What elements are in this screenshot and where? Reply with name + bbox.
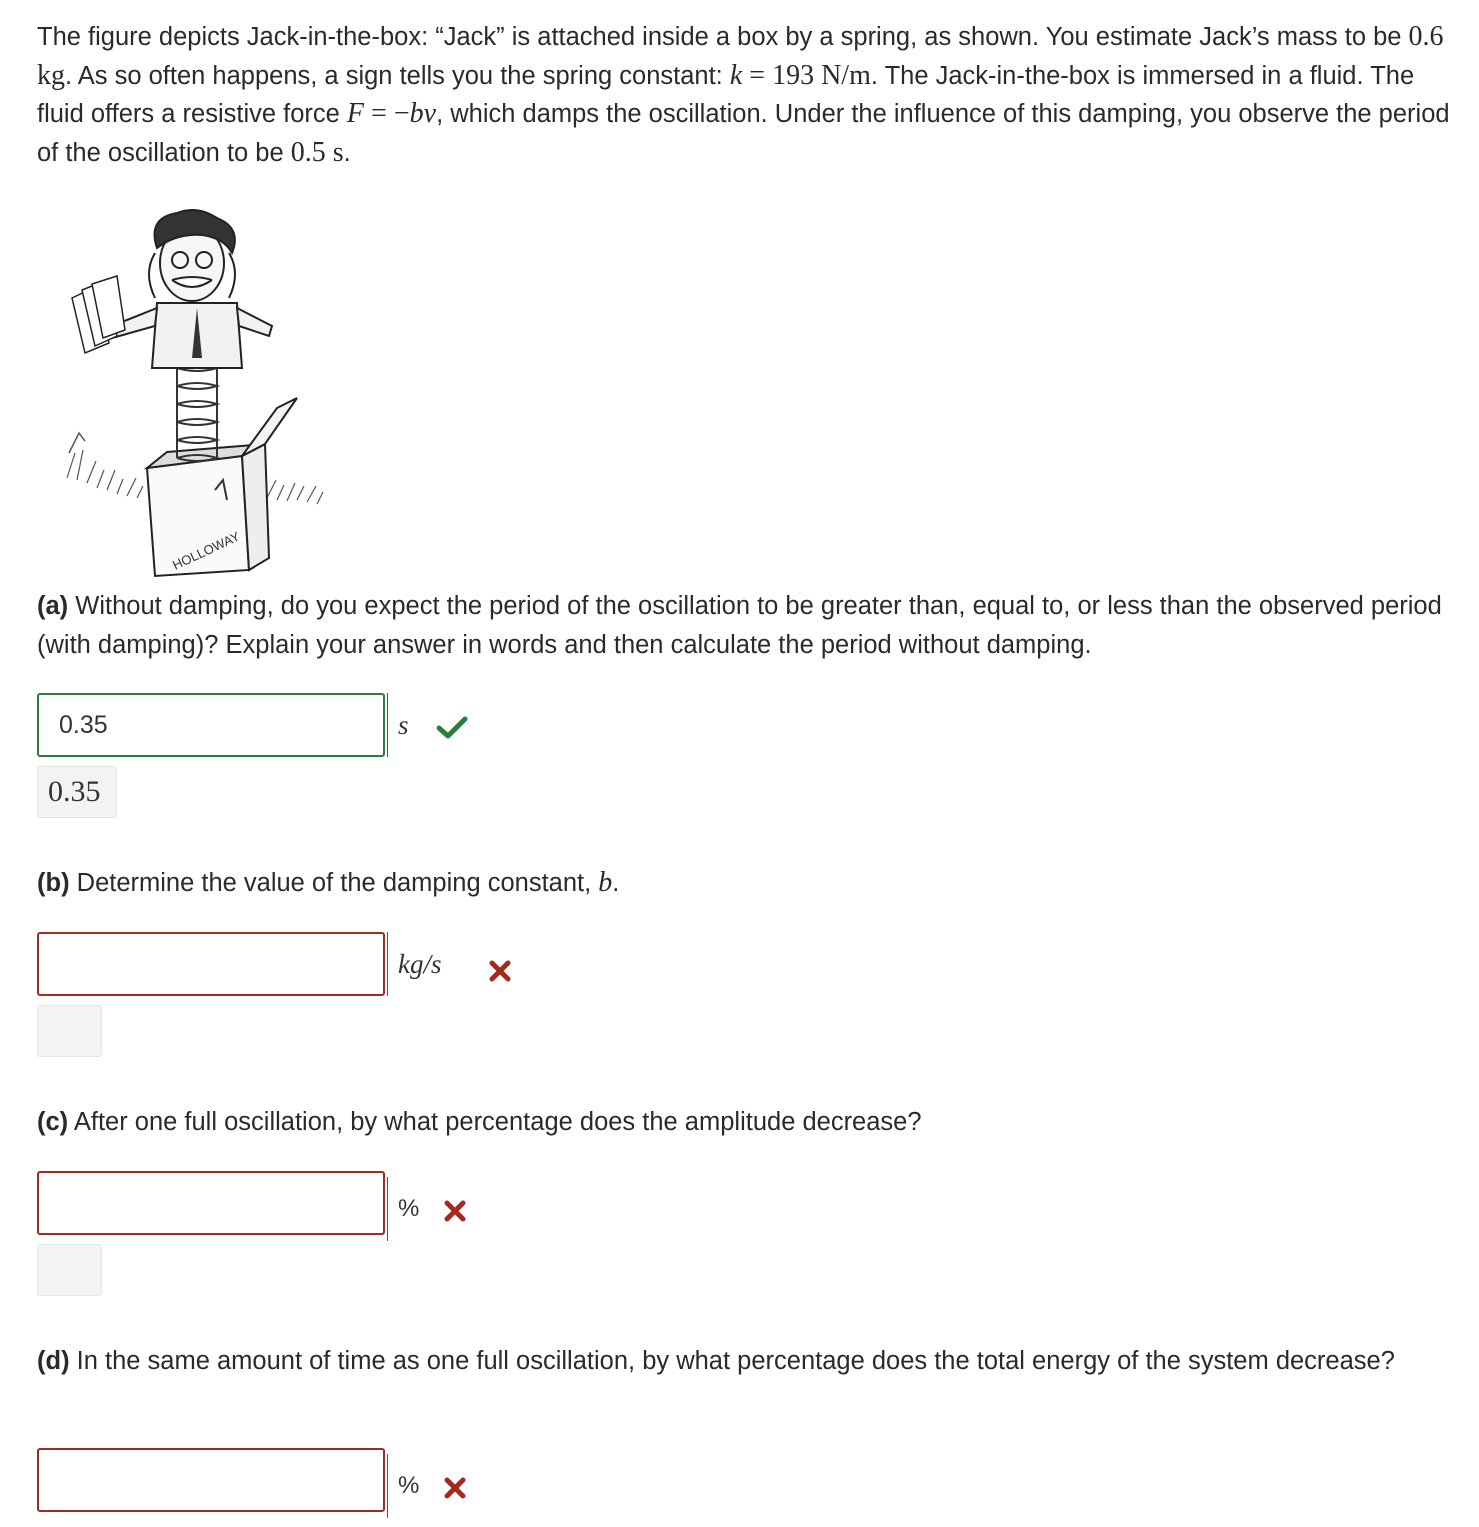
- k-symbol: k: [729, 59, 743, 91]
- question-b-label: (b): [37, 869, 70, 897]
- intro-text-3: . The Jack-in-the-box is immersed in a fluid. The fluid offers a resistive force: [37, 61, 1415, 128]
- intro-text-5: .: [343, 138, 351, 167]
- period-value: 0.5 s: [290, 136, 344, 168]
- answer-d-unit: %: [387, 1454, 419, 1518]
- question-b: [37, 864, 1457, 903]
- box-label: HOLLOWAY: [170, 528, 242, 573]
- question-b-end: .: [612, 869, 620, 897]
- jack-illustration: [37, 208, 337, 583]
- answer-c-preview: [37, 1244, 102, 1296]
- jack-in-the-box-figure: [37, 208, 337, 583]
- question-d-text: In the same amount of time as one full oscillation, by what percentage does the total energy of the system decrease?: [69, 1347, 1395, 1375]
- answer-d-input[interactable]: [37, 1448, 385, 1512]
- answer-a-input[interactable]: 0.35: [37, 693, 385, 757]
- correct-check-icon: [436, 716, 468, 740]
- problem-statement: [37, 18, 1457, 172]
- question-a: [37, 587, 1457, 664]
- force-symbol: F: [346, 98, 365, 129]
- question-c: [37, 1103, 1457, 1142]
- equals-sign: =: [742, 59, 773, 91]
- force-equals: = −: [364, 98, 410, 129]
- question-d: [37, 1342, 1457, 1381]
- intro-text-2: . As so often happens, a sign tells you the spring constant:: [65, 61, 730, 90]
- question-a-text: Without damping, do you expect the period of the oscillation to be greater than, equal to, or less than the observed period (with damping)? Explain your answer in words and then calculate the period without damping.: [37, 592, 1442, 659]
- question-c-label: (c): [37, 1108, 69, 1136]
- question-b-text: Determine the value of the damping constant,: [69, 869, 599, 897]
- wrong-x-icon: [488, 959, 512, 983]
- b-symbol: b: [598, 867, 613, 898]
- bv-symbol: bv: [409, 98, 437, 129]
- wrong-x-icon: [443, 1476, 467, 1500]
- answer-a-preview: 0.35: [37, 766, 117, 818]
- wrong-x-icon: [443, 1199, 467, 1223]
- answer-a-unit: s: [387, 693, 409, 757]
- answer-b-preview: [37, 1005, 102, 1057]
- mass-value: 0.6 kg: [37, 21, 1444, 91]
- intro-text-4: , which damps the oscillation. Under the influence of this damping, you observe the period of the oscillation to be: [37, 100, 1450, 167]
- answer-b-input[interactable]: [37, 932, 385, 996]
- answer-c-unit: %: [387, 1177, 419, 1241]
- intro-text-1: The figure depicts Jack-in-the-box: “Jack” is attached inside a box by a spring, as shown. You estimate Jack’s mass to be: [37, 23, 1409, 51]
- answer-c-input[interactable]: [37, 1171, 385, 1235]
- question-d-label: (d): [37, 1347, 70, 1375]
- question-a-label: (a): [37, 592, 69, 620]
- spring-constant-value: 193 N/m: [772, 59, 871, 91]
- answer-b-unit: kg/s: [387, 932, 442, 996]
- question-c-text: After one full oscillation, by what percentage does the amplitude decrease?: [68, 1108, 922, 1136]
